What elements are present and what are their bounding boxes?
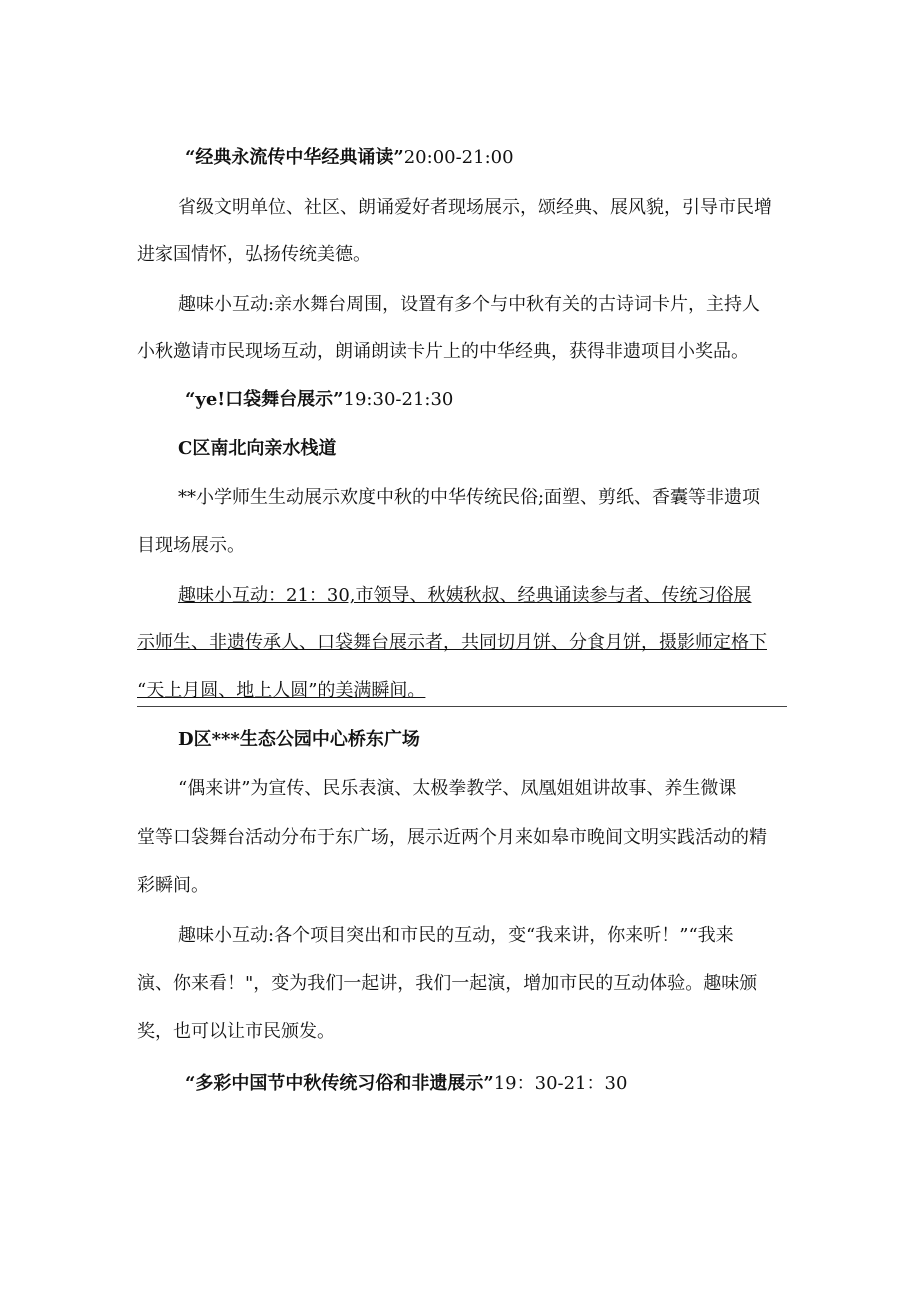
section2-location: C区南北向亲水栈道 xyxy=(178,438,337,459)
section3-para2-line1: 趣味小互动:各个项目突出和市民的互动，变“我来讲，你来听！”“我来 xyxy=(178,925,734,946)
section1-heading xyxy=(185,146,785,170)
section1-para1-line2: 进家国情怀，弘扬传统美德。 xyxy=(137,244,371,265)
section2-para2-line2: 示师生、非遗传承人、口袋舞台展示者，共同切月饼、分食月饼，摄影师定格下 xyxy=(137,632,767,653)
section1-time: 20:00-21:00 xyxy=(403,147,514,168)
section3-location: D区***生态公园中心桥东广场 xyxy=(178,729,420,750)
section4-heading xyxy=(185,1072,785,1096)
section2-para1-line2: 目现场展示。 xyxy=(137,535,245,556)
section3-para2-line3: 奖，也可以让市民颁发。 xyxy=(137,1021,335,1042)
section4-time: 19：30-21：30 xyxy=(493,1073,628,1094)
section3-para1-line2: 堂等口袋舞台活动分布于东广场，展示近两个月来如皋市晚间文明实践活动的精 xyxy=(137,827,767,848)
section3-para2-line2: 演、你来看！"，变为我们一起讲，我们一起演，增加市民的互动体验。趣味颁 xyxy=(137,973,758,994)
section2-title: “ye!口袋舞台展示” xyxy=(185,389,344,410)
section1-para2-line1: 趣味小互动:亲水舞台周围，设置有多个与中秋有关的古诗词卡片，主持人 xyxy=(178,294,761,315)
section2-para1-line1: **小学师生生动展示欢度中秋的中华传统民俗;面塑、剪纸、香囊等非遗项 xyxy=(178,487,761,508)
section3-para1-line1: “偶来讲”为宣传、民乐表演、太极拳教学、凤凰姐姐讲故事、养生微课 xyxy=(178,778,737,799)
section1-title: “经典永流传中华经典诵读” xyxy=(185,147,404,168)
section1-para2-line2: 小秋邀请市民现场互动，朗诵朗读卡片上的中华经典，获得非遗项目小奖品。 xyxy=(137,341,749,362)
section4-title: “多彩中国节中秋传统习俗和非遗展示” xyxy=(185,1073,494,1094)
section2-heading xyxy=(185,388,785,412)
section2-para2-line1: 趣味小互动：21：30,市领导、秋姨秋叔、经典诵读参与者、传统习俗展 xyxy=(178,585,752,606)
section3-para1-line3: 彩瞬间。 xyxy=(137,875,209,896)
section2-time: 19:30-21:30 xyxy=(343,389,454,410)
horizontal-rule xyxy=(137,706,787,707)
section1-para1-line1: 省级文明单位、社区、朗诵爱好者现场展示，颂经典、展风貌，引导市民增 xyxy=(178,197,772,218)
section2-para2-line3: “天上月圆、地上人圆”的美满瞬间。 xyxy=(137,680,426,701)
